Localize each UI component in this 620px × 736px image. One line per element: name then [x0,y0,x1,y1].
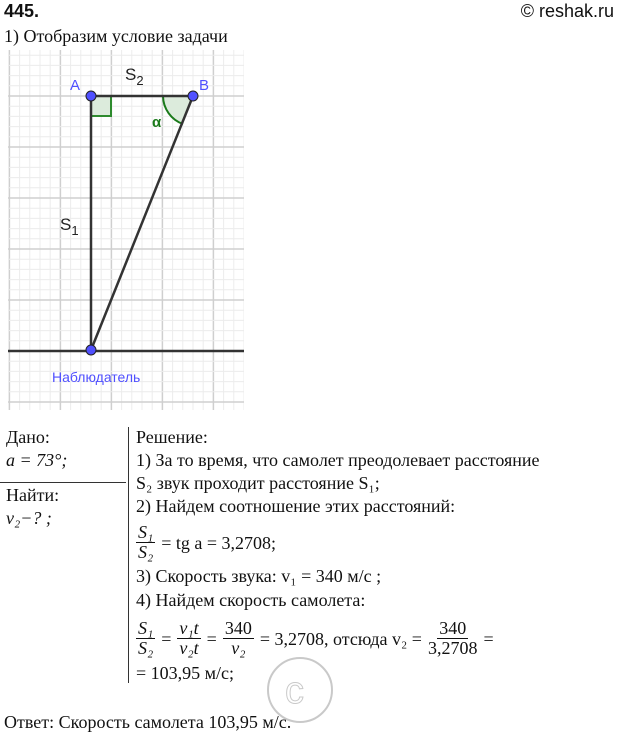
speed-mid: = 3,2708, отсюда v₂ = [259,628,422,649]
svg-text:c: c [285,670,304,712]
geometry-figure [8,50,244,410]
solution-line-5: 4) Найдем скорость самолета: [136,590,366,610]
given-title: Дано: [6,427,50,447]
given-divider [0,482,126,483]
ratio-formula [134,523,276,562]
grid [8,50,244,410]
label-s1: $S_1$ [60,215,79,238]
label-observer: Наблюдатель [52,369,141,385]
point-b [188,91,198,101]
solution-line-1: 1) За то время, что самолет преодолевает расстояние [136,450,540,470]
fraction-340-3-2708: $\frac{340}{3,2708}$ [427,618,478,658]
label-alpha: α [152,114,162,131]
answer: Ответ: Скорость самолета 103,95 м/с. [4,712,292,732]
watermark [230,590,390,730]
brand: © reshak.ru [520,1,614,21]
find-title: Найти: [6,485,60,505]
label-s2: $S_2$ [125,65,144,88]
fraction-v1t-v2t: $\frac{\text{v₁t}}{\text{v₂t}}$ [179,618,199,658]
fraction-s1-s2: $\frac{\text{S₁}}{\text{S₂}}$ [138,522,154,562]
problem-number: 445. [4,1,40,21]
step-title: 1) Отобразим условие задачи [4,26,228,46]
fraction-340-v2: $\frac{340}{\text{v₂}}$ [224,618,252,658]
solution-line-3: 2) Найдем соотношение этих расстояний: [136,496,456,516]
observer-point [86,345,96,355]
equals: = [161,628,172,649]
ratio-value: = tg a = 3,2708; [161,532,277,553]
point-a [86,91,96,101]
label-a: A [70,77,81,94]
fraction-s1-s2-b: $\frac{\text{S₁}}{\text{S₂}}$ [138,618,154,658]
solution-title: Решение: [136,427,208,447]
solution-line-6: = 103,95 м/с; [136,663,235,683]
equals: = [206,628,217,649]
solution-line-4: 3) Скорость звука: v₁ = 340 м/с ; [136,566,382,586]
find-value: v₂−? ; [6,508,52,528]
equals: = [483,628,494,649]
given-value: a = 73°; [6,450,68,470]
solution-line-2: S₂ звук проходит расстояние S₁; [136,473,380,493]
vertical-divider [128,427,129,683]
label-b: B [199,77,210,94]
